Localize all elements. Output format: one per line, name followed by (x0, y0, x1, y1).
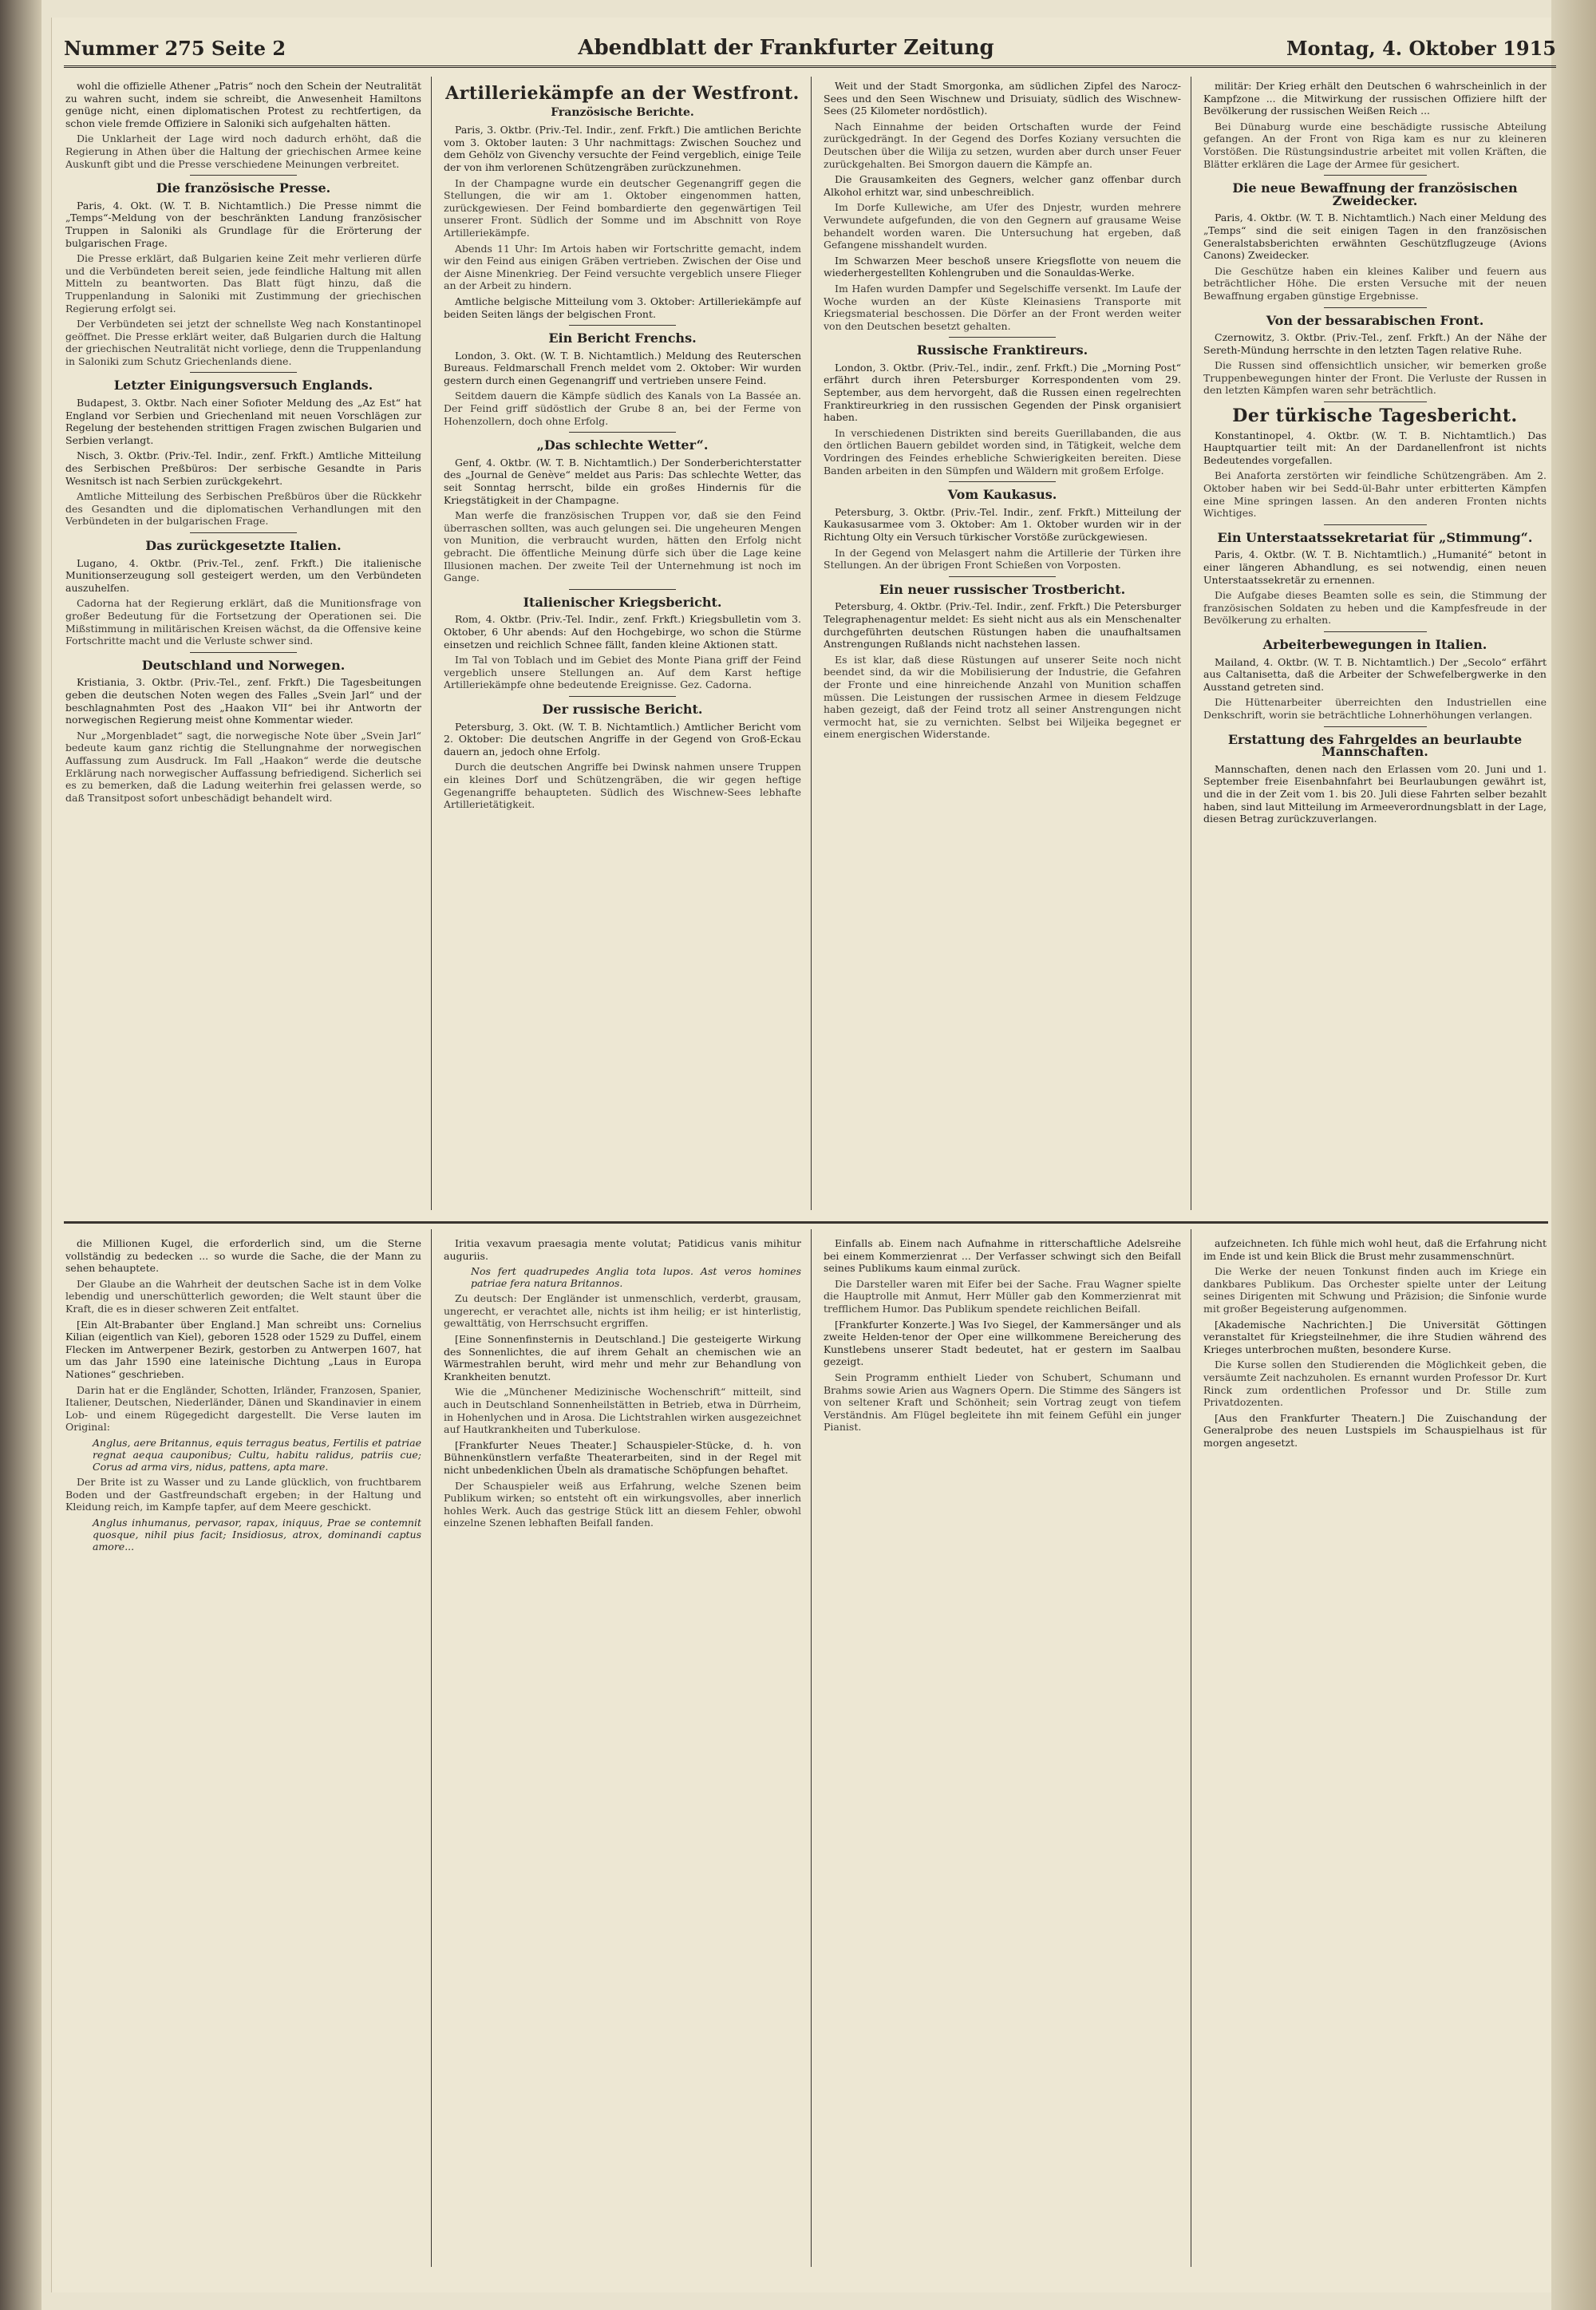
article-text: Cadorna hat der Regierung erklärt, daß die Munitionsfrage von großer Bedeutung für die Fortsetzung der Operationen sei. Die Mißstimmung in militärischen Kreisen wächst, da die Offensive keine Fortschritte macht und die Verluste schwer sind. (65, 597, 421, 647)
divider (1324, 401, 1427, 402)
page-edge (1551, 0, 1596, 2310)
divider (949, 576, 1056, 577)
column-rule (811, 1229, 812, 2267)
article-text: Kristiania, 3. Oktbr. (Priv.-Tel., zenf. Frkft.) Die Tagesbeitungen geben die deutschen Noten wegen des Falles „Svein Jarl“ und der beschlagnahmten Post des „Haakon VII“ bei ihr Antwortn der norwegischen Regierung meist ohne Kommentar wieder. (65, 676, 421, 726)
column-2 (444, 80, 801, 1213)
article-text: Czernowitz, 3. Oktbr. (Priv.-Tel., zenf. Frkft.) An der Nähe der Sereth-Mündung herrschte in den letzten Tagen relative Ruhe. (1203, 331, 1547, 356)
article-text: Die Unklarheit der Lage wird noch dadurch erhöht, daß die Regierung in Athen über die Haltung der griechischen Armee keine Auskunft gibt und die Presse verschiedene Meinungen verbreitet. (65, 133, 421, 170)
feuilleton-text: Einfalls ab. Einem nach Aufnahme in ritterschaftliche Adelsreihe bei einem Kommerzienrat ... Der Verfasser schwingt sich den Beifall seines Publikums kaum einmal zurück. (824, 1237, 1181, 1275)
feuilleton-text: Sein Programm enthielt Lieder von Schubert, Schumann und Brahms sowie Arien aus Wagners Opern. Die Stimme des Sängers ist von seltener Kraft und Schönheit; sein Vortrag zeugt von tiefem Verständnis. Am Flügel begleitete ihn mit feinem Gefühl ein junger Pianist. (824, 1371, 1181, 1434)
newspaper-title: Abendblatt der Frankfurter Zeitung (578, 36, 994, 60)
article-text: In verschiedenen Distrikten sind bereits Guerillabanden, die aus den örtlichen Bauern gebildet worden sind, in Tätigkeit, welche dem Vordringen des Feindes erhebliche Schwierigkeiten bereiten. Diese Banden arbeiten in den Sümpfen und Wäldern mit großem Erfolge. (824, 426, 1181, 477)
feuilleton-text: [Eine Sonnenfinsternis in Deutschland.] Die gesteigerte Wirkung des Sonnenlichtes, die auf ihrem Gehalt an chemischen wie an Wärmestrahlen beruht, wird mehr und mehr zur Behandlung von Krankheiten benutzt. (444, 1332, 801, 1382)
divider (1324, 307, 1427, 308)
book-binding (0, 0, 41, 2310)
latin-verse: Anglus, aere Britannus, equis terragus beatus, Fertilis et patriae regnat aequa cauponibus; Cultu, habitu ralidus, patriis cue; Corus ad arma virs, nidus, pattens, apta mare. (93, 1436, 421, 1473)
column-rule (811, 77, 812, 1210)
issue-number: Nummer 275 Seite 2 (64, 36, 286, 60)
article-text: Nur „Morgenbladet“ sagt, die norwegische Note über „Svein Jarl“ bedeute kaum ganz richtig die Stellungnahme der norwegischen Auffassung zum Ausdruck. Im Fall „Haakon“ werde die deutsche Erklärung nach norwegischer Auffassung befriedigend. Sicherlich sei es zu bemerken, daß die Ladung weiterhin frei gelassen werde, so daß Transitpost sofort unbeschädigt behandelt wird. (65, 729, 421, 804)
article-text: Petersburg, 3. Okt. (W. T. B. Nichtamtlich.) Amtlicher Bericht vom 2. Oktober: Die deutschen Angriffe in der Gegend von Groß-Eckau dauern an, jedoch ohne Erfolg. (444, 720, 801, 757)
column-4 (1203, 80, 1547, 1213)
feuilleton-text: Wie die „Münchener Medizinische Wochenschrift“ mitteilt, sind auch in Deutschland Sonnenheilstätten in Betrieb, etwa in Dürrheim, in Hohenlychen und in Arosa. Die Lichtstrahlen wirken ausgezeichnet auf Hautkrankheiten und Tuberkulose. (444, 1386, 801, 1436)
article-text: militär: Der Krieg erhält den Deutschen 6 wahrscheinlich in der Kampfzone ... die Mitwirkung der russischen Offiziere hilft der Bevölkerung der russischen Weißen Reich ... (1203, 80, 1547, 117)
headline-italy: Das zurückgesetzte Italien. (145, 538, 342, 553)
article-text: Bei Anaforta zerstörten wir feindliche Schützengräben. Am 2. Oktober haben wir bei Sedd-ül-Bahr unter erbitterten Kämpfen eine Mine springen lassen. An den anderen Fronten nichts Wichtiges. (1203, 469, 1547, 520)
article-text: London, 3. Okt. (W. T. B. Nichtamtlich.) Meldung des Reuterschen Bureaus. Feldmarschall French meldet vom 2. Oktober: Wir wurden gestern durch einen Gegenangriff und vertrieben unsere Feind. (444, 349, 801, 386)
article-text: Im Hafen wurden Dampfer und Segelschiffe versenkt. Im Laufe der Woche wurden an der Küste Kleinasiens Transporte mit Kriegsmaterial beschossen. Die Dörfer an der Front werden weiter von den Deutschen besetzt gehalten. (824, 282, 1181, 332)
headline-norway: Deutschland und Norwegen. (141, 657, 346, 673)
divider (1324, 175, 1427, 176)
feuilleton-column-1 (65, 1237, 421, 2267)
article-text: Durch die deutschen Angriffe bei Dwinsk nahmen unsere Truppen ein kleines Dorf und Schützengräben, die wir gegen heftige Gegenangriffe behaupteten. Südlich des Wischnew-Sees lebhafte Artillerietätigkeit. (444, 761, 801, 811)
column-3 (824, 80, 1181, 1213)
article-text: Die Aufgabe dieses Beamten solle es sein, die Stimmung der französischen Soldaten zu heben und die Kampfesfreude in der Bevölkerung zu erhalten. (1203, 589, 1547, 627)
headline-italian-labor: Arbeiterbewegungen in Italien. (1262, 636, 1487, 652)
column-1 (65, 80, 421, 1213)
feuilleton-text: Die Kurse sollen den Studierenden die Möglichkeit geben, die versäumte Zeit nachzuholen. Es ernannt wurden Professor Dr. Kurt Rinck zum ordentlichen Professor und Dr. Stille zum Privatdozenten. (1203, 1359, 1547, 1409)
article-text: Nach Einnahme der beiden Ortschaften wurde der Feind zurückgedrängt. In der Gegend des Dorfes Koziany versuchten die Deutschen über die Wilija zu setzen, wurden aber durch unser Feuer zurückgehalten. Bei Smorgon dauern die Kämpfe an. (824, 120, 1181, 170)
headline-turkish-report: Der türkische Tagesbericht. (1232, 405, 1518, 427)
feuilleton-text: [Aus den Frankfurter Theatern.] Die Zuischandung der Generalprobe des neuen Lustspiels im Schauspielhaus ist für morgen angesetzt. (1203, 1411, 1547, 1449)
feuilleton-text: Darin hat er die Engländer, Schotten, Irländer, Franzosen, Spanier, Italiener, Deutschen, Niederländer, Dänen und Skandinavier in einem Lob- und einem Rügegedicht dargestellt. Die Verse lauten im Original: (65, 1383, 421, 1434)
divider (949, 481, 1056, 482)
article-text: Amtliche Mitteilung des Serbischen Preßbüros über die Rückkehr des Gesandten und die diplomatischen Verhandlungen mit den Verbündeten in der bulgarischen Frage. (65, 490, 421, 528)
feuilleton-text: Der Glaube an die Wahrheit der deutschen Sache ist in dem Volke lebendig und unerschütterlich geworden; die Welt staunt über die Kraft, die es in dieser schweren Zeit entfaltet. (65, 1277, 421, 1315)
feuilleton-text: [Ein Alt-Brabanter über England.] Man schreibt uns: Cornelius Kilian (eigentlich van Kiel), geboren 1528 oder 1529 zu Duffel, einem Flecken im Antwerpener Bezirk, gestorben zu Antwerpen 1607, hat um das Jahr 1590 eine lateinische Dichtung „Laus in Europa Nationes“ geschrieben. (65, 1318, 421, 1380)
article-text: In der Champagne wurde ein deutscher Gegenangriff gegen die Stellungen, die wir am 1. Oktober eingenommen hatten, zurückgewiesen. Der Feind bombardierte den gegenwärtigen Teil unserer Front. Südlich der Somme und im Abschnitt von Roye Artilleriekämpfe. (444, 176, 801, 239)
feuilleton-text: Der Brite ist zu Wasser und zu Lande glücklich, von fruchtbarem Boden und der Gastfreundschaft ergeben; in der Haltung und Kleidung reich, im Kampfe tapfer, auf dem Meere geschickt. (65, 1475, 421, 1513)
divider (1324, 631, 1427, 632)
divider (569, 589, 676, 590)
headline-russian-report: Der russische Bericht. (542, 701, 703, 717)
feuilleton-column-4 (1203, 1237, 1547, 2267)
divider (1324, 726, 1427, 727)
article-text: Die Grausamkeiten des Gegners, welcher ganz offenbar durch Alkohol erhitzt war, sind unbeschreiblich. (824, 173, 1181, 198)
feuilleton-text: Iritia vexavum praesagia mente volutat; Patidicus vanis mihitur auguriis. (444, 1237, 801, 1262)
article-text: Budapest, 3. Oktbr. Nach einer Sofioter Meldung des „Az Est“ hat England vor Serbien und Griechenland mit neuen Vorschlägen zur Regelung der bestehenden strittigen Fragen zwischen Bulgarien und Serbien verlangt. (65, 397, 421, 446)
headline-caucasus: Vom Kaukasus. (947, 487, 1057, 503)
article-text: Der Verbündeten sei jetzt der schnellste Weg nach Konstantinopel geöffnet. Die Presse erklärt weiter, daß Bulgarien durch die Haltung der griechischen Neutralität nicht vorliege, denn die Truppenlandung in Saloniki zum Schutz Griechenlands diene. (65, 318, 421, 367)
divider (1324, 524, 1427, 525)
article-text: Die Geschütze haben ein kleines Kaliber und feuern aus beträchtlicher Höhe. Die ersten Versuche mit der neuen Bewaffnung ergaben günstige Ergebnisse. (1203, 264, 1547, 302)
headline-england-attempt: Letzter Einigungsversuch Englands. (113, 378, 373, 394)
article-text: Paris, 3. Oktbr. (Priv.-Tel. Indir., zenf. Frkft.) Die amtlichen Berichte vom 3. Oktober lauten: 3 Uhr nachmittags: Zwischen Souchez und dem Gehölz von Givenchy versuchte der Feind vergeblich, einige Teile der von ihm verlorenen Schützengräben zurückzunehmen. (444, 124, 801, 173)
article-text: London, 3. Oktbr. (Priv.-Tel., indir., zenf. Frkft.) Die „Morning Post“ erfährt durch ihren Petersburger Korrespondenten vom 29. September, aus dem hervorgeht, daß die Russen einen regelrechten Franktireurkrieg in den russischen Gegenden der Pinsk organisiert haben. (824, 361, 1181, 424)
subheadline-french-reports: Französische Berichte. (551, 105, 694, 119)
feuilleton-text: [Frankfurter Neues Theater.] Schauspieler-Stücke, d. h. von Bühnenkünstlern verfaßte Theaterarbeiten, sind in der Regel mit nicht unbedenklichen Übeln als dramatische Schöpfungen behaftet. (444, 1438, 801, 1476)
article-text: Im Tal von Toblach und im Gebiet des Monte Piana griff der Feind vergeblich unsere Stellungen an. Auf dem Karst heftige Artilleriekämpfe ohne bedeutende Ereignisse. Gez. Cadorna. (444, 654, 801, 691)
article-text: Weit und der Stadt Smorgonka, am südlichen Zipfel des Narocz-Sees und den Seen Wischnew und Drisuiaty, südlich des Wischnew-Sees (25 Kilometer nordöstlich). (824, 80, 1181, 117)
headline-bad-weather: „Das schlechte Wetter“. (536, 437, 709, 453)
feuilleton-text: Die Darsteller waren mit Eifer bei der Sache. Frau Wagner spielte die Hauptrolle mit Anmut, Herr Müller gab den Kommerzienrat mit trefflichem Humor. Das Publikum spendete reichlichen Beifall. (824, 1277, 1181, 1315)
feuilleton-text: Die Werke der neuen Tonkunst finden auch im Kriege ein dankbares Publikum. Das Orchester spielte unter der Leitung seines Dirigenten mit Schwung und Präzision; die Sinfonie wurde mit großer Begeisterung aufgenommen. (1203, 1265, 1547, 1315)
article-text: Petersburg, 4. Oktbr. (Priv.-Tel. Indir., zenf. Frkft.) Die Petersburger Telegraphenagentur meldet: Es sieht nicht aus als ein Menschenalter durchgeführten deutschen Rüstungen haben die unaufhaltsamen Anstrengungen Rußlands nicht nachstehen lassen. (824, 600, 1181, 651)
feuilleton-text: [Frankfurter Konzerte.] Was Ivo Siegel, der Kammersänger und als zweite Helden-tenor der Oper eine willkommene Bereicherung des Kunstlebens unserer Stadt bedeutet, hat er gestern im Saalbau gezeigt. (824, 1318, 1181, 1368)
article-text: Mailand, 4. Oktbr. (W. T. B. Nichtamtlich.) Der „Secolo“ erfährt aus Caltanisetta, daß die Arbeiter der Schwefelbergwerke in den Ausstand getreten sind. (1203, 655, 1547, 693)
feuilleton-text: aufzeichneten. Ich fühle mich wohl heut, daß die Erfahrung nicht im Ende ist und kein Blick die Brust mehr zusammenschnürt. (1203, 1237, 1547, 1262)
feuilleton-text: Zu deutsch: Der Engländer ist unmenschlich, verderbt, grausam, ungerecht, er verachtet alle, nichts ist ihm heilig; er ist hinterlistig, gewalttätig, von Herrschsucht ergriffen. (444, 1292, 801, 1330)
article-text: Nisch, 3. Oktbr. (Priv.-Tel. Indir., zenf. Frkft.) Amtliche Mitteilung des Serbischen Preßbüros: Der serbische Gesandte in Paris Wesnitsch ist nach Serbien zurückgekehrt. (65, 449, 421, 487)
latin-verse: Anglus inhumanus, pervasor, rapax, iniquus, Prae se contemnit quosque, nihil pius facit; Insidiosus, atrox, dominandi captus amore... (93, 1516, 421, 1553)
divider (569, 432, 676, 433)
article-text: Seitdem dauern die Kämpfe südlich des Kanals von La Bassée an. Der Feind griff südöstlich der Grube 8 an, bei der Ferme von Hohenzollern, doch ohne Erfolg. (444, 390, 801, 427)
headline-mood-secretariat: Ein Unterstaatssekretariat für „Stimmung“. (1217, 529, 1533, 545)
latin-verse: Nos fert quadrupedes Anglia tota lupos. Ast veros homines patriae fera natura Britannos. (471, 1265, 801, 1290)
article-text: Rom, 4. Oktbr. (Priv.-Tel. Indir., zenf. Frkft.) Kriegsbulletin vom 3. Oktober, 6 Uhr abends: Auf den Hochgebirge, wo schon die Stürme einsetzen und reichlich Schnee fällt, fanden kleine Aktionen statt. (444, 613, 801, 651)
headline-fare-refund: Erstattung des Fahrgeldes an beurlaubte Mannschaften. (1227, 731, 1523, 760)
article-text: Mannschaften, denen nach den Erlassen vom 20. Juni und 1. September freie Eisenbahnfahrt bei Beurlaubungen gewährt ist, und die in der Zeit vom 1. bis 20. Juli diese Fahrten selber bezahlt haben, sind laut Mitteilung im Armeeverordnungsblatt in der Lage, diesen Betrag zurückzuverlangen. (1203, 762, 1547, 825)
feuilleton-column-2 (444, 1237, 801, 2267)
headline-french-press: Die französische Presse. (156, 180, 331, 196)
article-text: Die Presse erklärt, daß Bulgarien keine Zeit mehr verlieren dürfe und die Verbündeten bereit seien, jede feindliche Haltung mit allen Mitteln zu beantworten. Das Blatt fügt hinzu, daß die Truppenlandung in Saloniki mit Zustimmung der griechischen Regierung erfolgt sei. (65, 252, 421, 314)
divider (190, 652, 297, 653)
article-text: Petersburg, 3. Oktbr. (Priv.-Tel. Indir., zenf. Frkft.) Mitteilung der Kaukasusarmee vom 3. Oktober: Am 1. Oktober wurden wir in der Richtung Olty ein Versuch türkischer Vorstöße zurückgewiesen. (824, 505, 1181, 543)
article-text: Amtliche belgische Mitteilung vom 3. Oktober: Artilleriekämpfe auf beiden Seiten längs der belgischen Front. (444, 295, 801, 320)
divider (569, 325, 676, 326)
article-text: Bei Dünaburg wurde eine beschädigte russische Abteilung gefangen. An der Front von Riga kam es nur zu kleineren Vorstößen. Die Rüstungsindustrie arbeitet mit vollen Kräften, die Blätter erklären die Lage der Armee für gesichert. (1203, 120, 1547, 170)
article-text: Die Russen sind offensichtlich unsicher, wir bemerken große Truppenbewegungen hinter der Front. Die Verluste der Russen in den letzten Kämpfen waren sehr beträchtlich. (1203, 359, 1547, 397)
headline-bessarabian-front: Von der bessarabischen Front. (1266, 312, 1484, 328)
headline-french-report: Ein Bericht Frenchs. (548, 330, 697, 346)
feuilleton-divider (64, 1221, 1548, 1224)
article-text: Man werfe die französischen Truppen vor, daß sie den Feind überraschen sollten, was auch gelungen sei. Die ungeheuren Mengen von Munition, die verbraucht wurden, hätten den Erfolg nicht gebracht. Die öffentliche Meinung dürfe sich über die Lage keine Illusionen machen. Der zweite Teil der Unternehmung ist noch im Gange. (444, 509, 801, 584)
article-text: Paris, 4. Oktbr. (W. T. B. Nichtamtlich.) Nach einer Meldung des „Temps“ sind die seit einigen Tagen in den französischen Generalstabsberichten erwähnten Geschützflugzeuge (Avions Canons) Zweidecker. (1203, 212, 1547, 262)
divider (190, 372, 297, 373)
headline-western-front: Artilleriekämpfe an der Westfront. (445, 83, 800, 104)
article-text: Im Dorfe Kullewiche, am Ufer des Dnjestr, wurden mehrere Verwundete aufgefunden, die von den Gegnern auf grausame Weise behandelt worden waren. Die Untersuchung hat ergeben, daß Gefangene misshandelt wurden. (824, 201, 1181, 251)
divider (949, 337, 1056, 338)
article-text: Es ist klar, daß diese Rüstungen auf unserer Seite noch nicht beendet sind, da wir die Mobilisierung der Industrie, die Gefahren der Fronte und eine hinreichende Anzahl von Munition schaffen müssen. Die Leistungen der russischen Armee in diesem Feldzuge haben gezeigt, daß der Feind trotz all seiner Anstrengungen nicht vermocht hat, sie zu vernichten. Selbst bei Wiljeika begegnet er einem energischen Widerstande. (824, 653, 1181, 741)
column-rule (431, 1229, 432, 2267)
divider (190, 175, 297, 176)
feuilleton-column-3 (824, 1237, 1181, 2267)
article-text: Paris, 4. Oktbr. (W. T. B. Nichtamtlich.) „Humanité“ betont in einer längeren Abhandlung, es sei notwendig, einen neuen Unterstaatssekretär zu ernennen. (1203, 548, 1547, 586)
headline-franktireurs: Russische Franktireurs. (916, 342, 1088, 358)
article-text: Die Hüttenarbeiter überreichten den Industriellen eine Denkschrift, worin sie beträchtliche Lohnerhöhungen verlangen. (1203, 696, 1547, 721)
headline-french-biplanes: Die neue Bewaffnung der französischen Zweidecker. (1232, 180, 1518, 208)
feuilleton-text: [Akademische Nachrichten.] Die Universität Göttingen veranstaltet für Kriegsteilnehmer, die ihre Studien während des Krieges unterbrochen mußten, besondere Kurse. (1203, 1318, 1547, 1355)
feuilleton-text: die Millionen Kugel, die erforderlich sind, um die Sterne vollständig zu bedecken ... so wurde die Sache, die der Mann zu sehen behauptete. (65, 1237, 421, 1275)
article-text: In der Gegend von Melasgert nahm die Artillerie der Türken ihre Stellungen. An der übrigen Front Schießen von Vorposten. (824, 546, 1181, 572)
headline-italian-report: Italienischer Kriegsbericht. (523, 594, 722, 610)
column-rule (431, 77, 432, 1210)
article-text: Lugano, 4. Oktbr. (Priv.-Tel., zenf. Frkft.) Die italienische Munitionserzeugung soll gesteigert werden, um den Verbündeten auszuhelfen. (65, 556, 421, 594)
divider (190, 532, 297, 533)
headline-russian-consolation: Ein neuer russischer Trostbericht. (879, 581, 1126, 597)
article-text: Genf, 4. Oktbr. (W. T. B. Nichtamtlich.) Der Sonderberichterstatter des „Journal de Genève“ meldet aus Paris: Das schlechte Wetter, das seit Sonntag herrscht, bilde ein großes Hindernis für die Kriegstätigkeit in der Champagne. (444, 456, 801, 506)
article-text: wohl die offizielle Athener „Patris“ noch den Schein der Neutralität zu wahren sucht, indem sie schreibt, die Anwesenheit Hamiltons genüge nicht, einen diplomatischen Protest zu rechtfertigen, da schon viele fremde Offiziere in Saloniki sich aufgehalten hätten. (65, 80, 421, 129)
feuilleton-text: Der Schauspieler weiß aus Erfahrung, welche Szenen beim Publikum wirken; so entsteht oft ein wirkungsvolles, aber innerlich hohles Werk. Auch das gestrige Stück litt an diesem Fehler, obwohl einzelne Szenen lebhaften Beifall fanden. (444, 1479, 801, 1529)
issue-date: Montag, 4. Oktober 1915 (1286, 36, 1556, 60)
article-text: Abends 11 Uhr: Im Artois haben wir Fortschritte gemacht, indem wir den Feind aus einigen Gräben vertrieben. Zwischen der Oise und der Aisne Minenkrieg. Der Feind versuchte vergeblich unsere Flieger an der Arbeit zu hindern. (444, 242, 801, 292)
article-text: Paris, 4. Okt. (W. T. B. Nichtamtlich.) Die Presse nimmt die „Temps“-Meldung von der beschränkten Landung französischer Truppen in Saloniki als Grundlage für die Erörterung der bulgarischen Frage. (65, 199, 421, 249)
article-text: Im Schwarzen Meer beschoß unsere Kriegsflotte von neuem die wiederhergestellten Kohlengruben und die Sonauldas-Werke. (824, 254, 1181, 279)
divider (569, 696, 676, 697)
masthead (64, 30, 1556, 68)
article-text: Konstantinopel, 4. Oktbr. (W. T. B. Nichtamtlich.) Das Hauptquartier teilt mit: An der Dardanellenfront ist nichts Bedeutendes vorgefallen. (1203, 429, 1547, 466)
